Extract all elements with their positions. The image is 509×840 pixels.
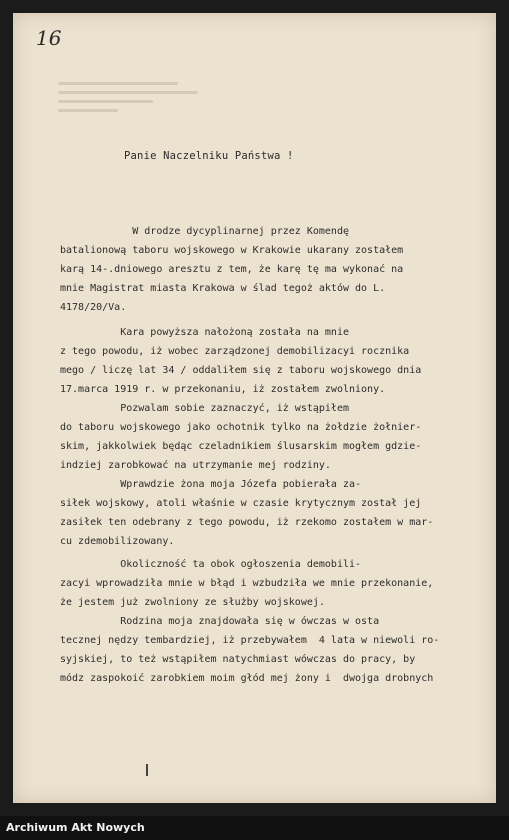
text-line: siłek wojskowy, atoli właśnie w czasie krytycznym został jej [60,498,422,509]
text-line: zacyi wprowadziła mnie w błąd i wzbudziła we mnie przekonanie, [60,578,434,589]
archive-footer [0,816,509,840]
text-line: Rodzina moja znajdowała się w ówczas w osta [60,616,380,627]
text-line: Pozwalam sobie zaznaczyć, iż wstąpiłem [60,403,349,414]
page-number: 16 [36,26,62,50]
text-line: do taboru wojskowego jako ochotnik tylko na żołdzie żołnier- [60,422,422,433]
text-line: syjskiej, to też wstąpiłem natychmiast wówczas do pracy, by [60,654,416,665]
text-line: Okoliczność ta obok ogłoszenia demobili- [60,559,362,570]
archive-name: Archiwum Akt Nowych [6,821,145,834]
text-line: karą 14-.dniowego aresztu z tem, że karę tę ma wykonać na [60,264,404,275]
text-line: zasiłek ten odebrany z tego powodu, iż rzekomo zostałem w mar- [60,517,434,528]
text-line: W drodze dycyplinarnej przez Komendę [60,226,349,237]
text-line: mnie Magistrat miasta Krakowa w ślad tegoż aktów do L. [60,283,386,294]
text-line: mego / liczę lat 34 / oddaliłem się z taboru wojskowego dnia [60,365,422,376]
text-line: Kara powyższa nałożoną została na mnie [60,327,349,338]
letter-body [60,222,468,688]
text-line: z tego powodu, iż wobec zarządzonej demobilizacyi rocznika [60,346,410,357]
text-line: tecznej nędzy tembardziej, iż przebywałem 4 lata w niewoli ro- [60,635,440,646]
text-line: Wprawdzie żona moja Józefa pobierała za- [60,479,362,490]
text-line: batalionową taboru wojskowego w Krakowie ukarany zostałem [60,245,404,256]
text-line: 17.marca 1919 r. w przekonaniu, iż zostałem zwolniony. [60,384,386,395]
salutation: Panie Naczelniku Państwa ! [124,150,294,162]
text-line: indziej zarobkować na utrzymanie mej rodziny. [60,460,331,471]
text-line: 4178/20/Va. [60,302,127,313]
text-line: cu zdemobilizowany. [60,536,175,547]
text-line: módz zaspokoić zarobkiem moim głód mej żony i dwojga drobnych [60,673,434,684]
faint-stamp [58,76,208,136]
pencil-mark [146,764,148,776]
text-line: że jestem już zwolniony ze służby wojskowej. [60,597,325,608]
text-line: skim, jakkolwiek będąc czeladnikiem ślusarskim mogłem gdzie- [60,441,422,452]
